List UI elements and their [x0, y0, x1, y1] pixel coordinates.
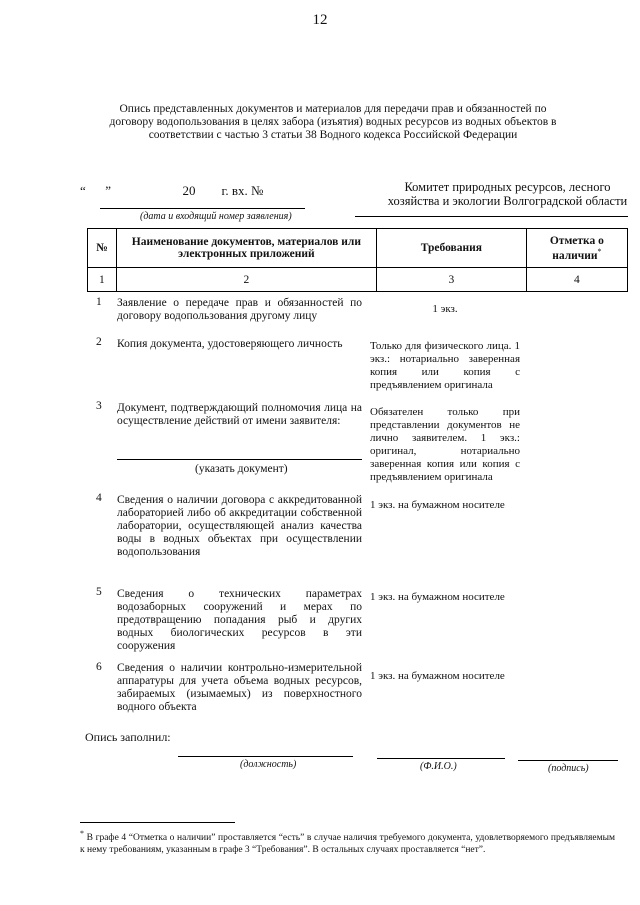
col-number-2: 2 [116, 268, 376, 292]
header-requirements: Требования [377, 229, 527, 268]
col-number-4: 4 [526, 268, 627, 292]
position-line [178, 756, 353, 757]
recipient-name: Комитет природных ресурсов, лесного хозяйства и экологии Волгоградской области [387, 180, 628, 208]
row-requirement: 1 экз. [432, 303, 458, 315]
header-name: Наименование документов, материалов или электронных приложений [116, 229, 376, 268]
signature-line [518, 760, 618, 761]
footnote-divider [80, 822, 235, 823]
document-table-header [87, 228, 628, 292]
row-note: (указать документ) [195, 463, 288, 475]
document-title: Опись представленных документов и материалов для передачи прав и обязанностей по договору водопользования в целях забора (изъятия) водных ресурсов из водных объектов в соответствии с частью 3 статьи 38 Водного кодекса Российской Федерации [109, 103, 557, 141]
footnote-mark: * [80, 829, 84, 838]
col-number-1: 1 [88, 268, 117, 292]
footnote [80, 828, 615, 856]
row-name: Сведения о технических параметрах водозаборных сооружений и мерах по предотвращению попадания рыб и других водных биологических ресурсов в эти сооружения [117, 588, 362, 652]
filled-by-label: Опись заполнил: [85, 730, 171, 744]
row-requirement: 1 экз. на бумажном носителе [370, 670, 505, 682]
name-line [377, 758, 505, 759]
row-number: 3 [96, 400, 102, 412]
header-no: № [88, 229, 117, 268]
header-availability [526, 229, 627, 268]
name-caption: (Ф.И.О.) [420, 761, 457, 772]
row-name: Копия документа, удостоверяющего личность [117, 338, 343, 350]
date-caption: (дата и входящий номер заявления) [140, 211, 292, 222]
row-number: 4 [96, 492, 102, 504]
row-number: 6 [96, 661, 102, 673]
header-footnote-mark: * [597, 246, 602, 256]
date-underline [100, 208, 305, 209]
col-number-3: 3 [377, 268, 527, 292]
row-name: Сведения о наличии договора с аккредитованной лабораторией либо об аккредитации собственной лаборатории, осуществляющей анализ качества воды в водных объектах при осуществлении водопользования [117, 494, 362, 558]
header-availability-label: Отметка о наличии [549, 234, 604, 262]
row-name: Документ, подтверждающий полномочия лица на осуществление действий от имени заявителя: [117, 402, 362, 427]
recipient-underline [355, 216, 628, 217]
footnote-text: В графе 4 “Отметка о наличии” проставляется “есть” в случае наличия требуемого документа, удовлетворяемого предъявляемым к нему требованиям, указанным в графе 3 “Требования”. В остальных случаях проставляется “нет”. [80, 833, 615, 856]
row-number: 1 [96, 296, 102, 308]
row-requirement: Обязателен только при представлении документов не лично заявителем. 1 экз.: оригинал, нотариально заверенная копия или копия с предъявлением оригинала [370, 406, 520, 483]
row-number: 2 [96, 336, 102, 348]
row-requirement: Только для физического лица. 1 экз.: нотариально заверенная копия или копия с предъявлением оригинала [370, 340, 520, 391]
row-name: Сведения о наличии контрольно-измерительной аппаратуры для учета объема водных ресурсов, забираемых (изымаемых) из поверхностного водного объекта [117, 662, 362, 713]
document-underline [117, 459, 362, 460]
date-incoming-number-line: “ ” 20 г. вх. № [80, 183, 264, 198]
page-number: 12 [312, 12, 328, 28]
row-requirement: 1 экз. на бумажном носителе [370, 499, 505, 511]
signature-caption: (подпись) [548, 763, 589, 774]
row-number: 5 [96, 586, 102, 598]
position-caption: (должность) [240, 759, 297, 770]
row-name: Заявление о передаче прав и обязанностей по договору водопользования другому лицу [117, 297, 362, 322]
row-requirement: 1 экз. на бумажном носителе [370, 591, 505, 603]
